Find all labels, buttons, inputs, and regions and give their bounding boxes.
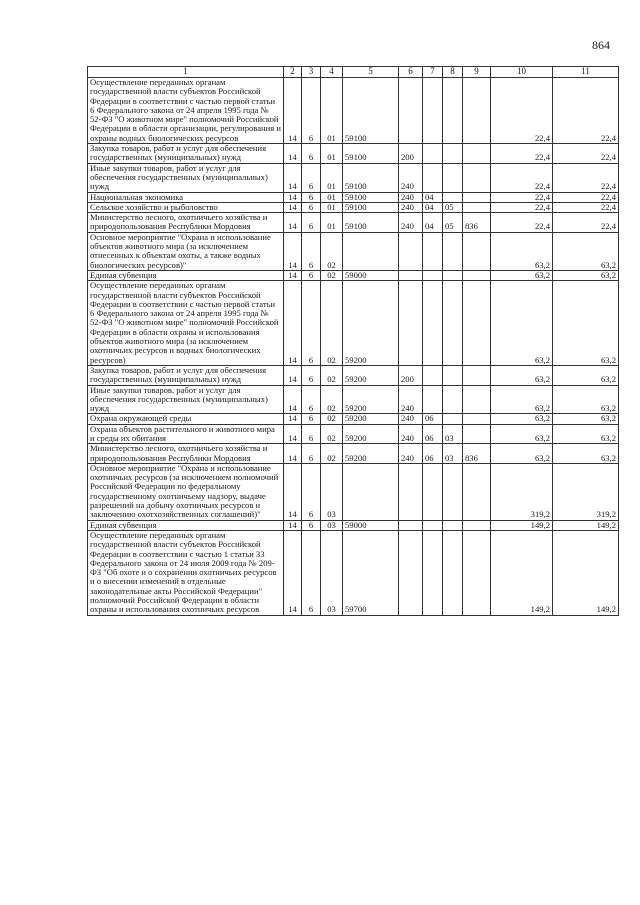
- cell-col8: [443, 463, 463, 520]
- cell-col5: 59200: [343, 385, 399, 414]
- cell-col5: 59100: [343, 202, 399, 212]
- cell-col10: 22,4: [491, 202, 553, 212]
- cell-col11: 22,4: [553, 144, 619, 164]
- cell-col11: 22,4: [553, 163, 619, 192]
- cell-col2: 14: [284, 163, 302, 192]
- cell-col4: 03: [321, 530, 343, 615]
- row-description: Единая субвенция: [88, 520, 284, 530]
- cell-col8: [443, 163, 463, 192]
- row-description: Осуществление переданных органам государственной власти субъектов Российской Федерации в соответствии с частью 1 статьи 33 Федерального закона от 24 июля 2009 года № 209-ФЗ "Об охоте и о сохранении охотничьих ресурсов и о внесении изменений в отдельные законодательные акты Российской Федерации" полномочий Российской Федерации в области охраны и использования охотничьих ресурсов: [88, 530, 284, 615]
- cell-col2: 14: [284, 444, 302, 464]
- cell-col10: 63,2: [491, 424, 553, 444]
- cell-col6: 200: [399, 144, 423, 164]
- cell-col9: [463, 414, 491, 424]
- cell-col11: 22,4: [553, 202, 619, 212]
- cell-col2: 14: [284, 270, 302, 280]
- cell-col2: 14: [284, 192, 302, 202]
- cell-col5: 59100: [343, 213, 399, 233]
- column-header: 5: [343, 67, 399, 78]
- column-header: 8: [443, 67, 463, 78]
- cell-col2: 14: [284, 144, 302, 164]
- row-description: Министерство лесного, охотничьего хозяйства и природопользования Республики Мордовия: [88, 444, 284, 464]
- cell-col7: 04: [423, 192, 443, 202]
- cell-col11: 22,4: [553, 192, 619, 202]
- table-row: [88, 463, 619, 520]
- cell-col3: 6: [302, 281, 321, 366]
- table-row: [88, 78, 619, 144]
- column-header: 6: [399, 67, 423, 78]
- cell-col7: 04: [423, 213, 443, 233]
- cell-col5: 59000: [343, 270, 399, 280]
- cell-col10: 22,4: [491, 163, 553, 192]
- column-header: 11: [553, 67, 619, 78]
- cell-col6: 240: [399, 213, 423, 233]
- cell-col2: 14: [284, 463, 302, 520]
- cell-col2: 14: [284, 520, 302, 530]
- cell-col11: 63,2: [553, 270, 619, 280]
- cell-col8: 05: [443, 202, 463, 212]
- cell-col8: [443, 270, 463, 280]
- cell-col4: 01: [321, 192, 343, 202]
- cell-col4: 03: [321, 520, 343, 530]
- cell-col3: 6: [302, 144, 321, 164]
- cell-col10: 63,2: [491, 365, 553, 385]
- cell-col7: 04: [423, 202, 443, 212]
- cell-col6: 240: [399, 192, 423, 202]
- cell-col2: 14: [284, 232, 302, 270]
- cell-col11: 149,2: [553, 530, 619, 615]
- cell-col4: 03: [321, 463, 343, 520]
- cell-col7: [423, 270, 443, 280]
- row-description: Осуществление переданных органам государственной власти субъектов Российской Федерации в соответствии с частью первой статьи 6 Федерального закона от 24 апреля 1995 года № 52-ФЗ "О животном мире" полномочий Российской Федерации в области организации, регулирования и охраны водных биологических ресурсов: [88, 78, 284, 144]
- row-description: Закупка товаров, работ и услуг для обеспечения государственных (муниципальных) нужд: [88, 365, 284, 385]
- cell-col7: [423, 385, 443, 414]
- column-header: 4: [321, 67, 343, 78]
- cell-col6: [399, 530, 423, 615]
- cell-col3: 6: [302, 444, 321, 464]
- cell-col2: 14: [284, 385, 302, 414]
- cell-col2: 14: [284, 424, 302, 444]
- cell-col10: 149,2: [491, 520, 553, 530]
- cell-col10: 63,2: [491, 232, 553, 270]
- cell-col3: 6: [302, 520, 321, 530]
- cell-col9: [463, 281, 491, 366]
- cell-col6: [399, 270, 423, 280]
- cell-col3: 6: [302, 192, 321, 202]
- cell-col6: [399, 463, 423, 520]
- cell-col2: 14: [284, 78, 302, 144]
- cell-col8: [443, 281, 463, 366]
- cell-col5: 59100: [343, 192, 399, 202]
- cell-col11: 22,4: [553, 78, 619, 144]
- cell-col8: [443, 78, 463, 144]
- cell-col3: 6: [302, 463, 321, 520]
- cell-col6: [399, 520, 423, 530]
- cell-col9: [463, 144, 491, 164]
- cell-col5: 59200: [343, 414, 399, 424]
- column-header: 3: [302, 67, 321, 78]
- cell-col7: 06: [423, 444, 443, 464]
- cell-col8: 03: [443, 444, 463, 464]
- cell-col4: 02: [321, 414, 343, 424]
- cell-col9: [463, 530, 491, 615]
- cell-col8: [443, 192, 463, 202]
- cell-col7: [423, 520, 443, 530]
- cell-col9: [463, 192, 491, 202]
- row-description: Закупка товаров, работ и услуг для обеспечения государственных (муниципальных) нужд: [88, 144, 284, 164]
- cell-col5: [343, 463, 399, 520]
- column-header: 10: [491, 67, 553, 78]
- cell-col8: [443, 365, 463, 385]
- cell-col7: [423, 232, 443, 270]
- row-description: Иные закупки товаров, работ и услуг для обеспечения государственных (муниципальных) нужд: [88, 163, 284, 192]
- table-row: [88, 144, 619, 164]
- cell-col2: 14: [284, 281, 302, 366]
- cell-col3: 6: [302, 232, 321, 270]
- cell-col6: 240: [399, 163, 423, 192]
- cell-col11: 319,2: [553, 463, 619, 520]
- cell-col6: 240: [399, 424, 423, 444]
- cell-col9: [463, 78, 491, 144]
- cell-col7: [423, 281, 443, 366]
- table-row: [88, 202, 619, 212]
- cell-col10: 63,2: [491, 270, 553, 280]
- cell-col3: 6: [302, 385, 321, 414]
- cell-col9: 836: [463, 213, 491, 233]
- cell-col11: 63,2: [553, 414, 619, 424]
- cell-col10: 63,2: [491, 414, 553, 424]
- cell-col2: 14: [284, 213, 302, 233]
- table-row: [88, 163, 619, 192]
- cell-col6: [399, 232, 423, 270]
- cell-col11: 63,2: [553, 444, 619, 464]
- cell-col5: [343, 232, 399, 270]
- cell-col6: 240: [399, 444, 423, 464]
- cell-col4: 02: [321, 270, 343, 280]
- cell-col6: 240: [399, 414, 423, 424]
- cell-col5: 59200: [343, 281, 399, 366]
- cell-col8: [443, 385, 463, 414]
- cell-col8: [443, 520, 463, 530]
- cell-col4: 02: [321, 232, 343, 270]
- cell-col3: 6: [302, 530, 321, 615]
- table-row: [88, 281, 619, 366]
- cell-col11: 63,2: [553, 281, 619, 366]
- cell-col5: 59200: [343, 424, 399, 444]
- cell-col8: [443, 232, 463, 270]
- cell-col4: 02: [321, 365, 343, 385]
- cell-col3: 6: [302, 213, 321, 233]
- cell-col9: [463, 163, 491, 192]
- cell-col9: [463, 202, 491, 212]
- cell-col9: [463, 232, 491, 270]
- cell-col4: 01: [321, 163, 343, 192]
- page-number: 864: [592, 38, 610, 52]
- cell-col9: [463, 365, 491, 385]
- column-header: 2: [284, 67, 302, 78]
- table-row: [88, 213, 619, 233]
- cell-col7: 06: [423, 424, 443, 444]
- cell-col10: 63,2: [491, 281, 553, 366]
- cell-col3: 6: [302, 163, 321, 192]
- table-row: [88, 192, 619, 202]
- cell-col10: 149,2: [491, 530, 553, 615]
- cell-col7: [423, 530, 443, 615]
- cell-col4: 02: [321, 424, 343, 444]
- column-header: 1: [88, 67, 284, 78]
- cell-col4: 01: [321, 78, 343, 144]
- cell-col5: 59000: [343, 520, 399, 530]
- cell-col9: [463, 424, 491, 444]
- cell-col3: 6: [302, 270, 321, 280]
- cell-col3: 6: [302, 78, 321, 144]
- cell-col4: 02: [321, 444, 343, 464]
- cell-col6: 200: [399, 365, 423, 385]
- table-row: [88, 520, 619, 530]
- cell-col4: 02: [321, 385, 343, 414]
- cell-col4: 01: [321, 144, 343, 164]
- cell-col7: [423, 144, 443, 164]
- cell-col2: 14: [284, 365, 302, 385]
- cell-col5: 59100: [343, 78, 399, 144]
- cell-col7: [423, 463, 443, 520]
- cell-col4: 02: [321, 281, 343, 366]
- table-row: [88, 232, 619, 270]
- row-description: Основное мероприятие "Охрана и использование объектов животного мира (за исключением отнесенных к объектам охоты, а также водных биологических ресурсов)": [88, 232, 284, 270]
- cell-col9: [463, 520, 491, 530]
- cell-col3: 6: [302, 414, 321, 424]
- table-row: [88, 530, 619, 615]
- table-row: [88, 270, 619, 280]
- cell-col3: 6: [302, 424, 321, 444]
- table-row: [88, 365, 619, 385]
- table-row: [88, 424, 619, 444]
- column-header: 7: [423, 67, 443, 78]
- row-description: Единая субвенция: [88, 270, 284, 280]
- cell-col4: 01: [321, 202, 343, 212]
- cell-col8: 03: [443, 424, 463, 444]
- cell-col10: 22,4: [491, 78, 553, 144]
- table-header-row: [88, 67, 619, 78]
- cell-col2: 14: [284, 414, 302, 424]
- row-description: Охрана объектов растительного и животного мира и среды их обитания: [88, 424, 284, 444]
- row-description: Министерство лесного, охотничьего хозяйства и природопользования Республики Мордовия: [88, 213, 284, 233]
- cell-col3: 6: [302, 202, 321, 212]
- cell-col11: 63,2: [553, 232, 619, 270]
- cell-col11: 63,2: [553, 385, 619, 414]
- cell-col9: [463, 463, 491, 520]
- cell-col8: 05: [443, 213, 463, 233]
- cell-col10: 22,4: [491, 213, 553, 233]
- row-description: Сельское хозяйство и рыболовство: [88, 202, 284, 212]
- row-description: Основное мероприятие "Охрана и использование охотничьих ресурсов (за исключением полномочий Российской Федерации по федеральному государственному охотничьему надзору, выдаче разрешений на добычу охотничьих ресурсов и заключению охотхозяйственных соглашений)": [88, 463, 284, 520]
- column-header: 9: [463, 67, 491, 78]
- cell-col11: 149,2: [553, 520, 619, 530]
- cell-col3: 6: [302, 365, 321, 385]
- cell-col5: 59200: [343, 444, 399, 464]
- table-row: [88, 385, 619, 414]
- cell-col9: [463, 385, 491, 414]
- cell-col7: [423, 365, 443, 385]
- cell-col7: 06: [423, 414, 443, 424]
- cell-col6: [399, 78, 423, 144]
- cell-col9: [463, 270, 491, 280]
- cell-col10: 63,2: [491, 444, 553, 464]
- row-description: Иные закупки товаров, работ и услуг для обеспечения государственных (муниципальных) нужд: [88, 385, 284, 414]
- table-row: [88, 444, 619, 464]
- cell-col5: 59700: [343, 530, 399, 615]
- cell-col8: [443, 414, 463, 424]
- cell-col8: [443, 144, 463, 164]
- cell-col10: 63,2: [491, 385, 553, 414]
- table-row: [88, 414, 619, 424]
- cell-col2: 14: [284, 202, 302, 212]
- cell-col6: [399, 281, 423, 366]
- cell-col8: [443, 530, 463, 615]
- cell-col2: 14: [284, 530, 302, 615]
- cell-col7: [423, 78, 443, 144]
- cell-col11: 63,2: [553, 424, 619, 444]
- cell-col10: 319,2: [491, 463, 553, 520]
- cell-col11: 63,2: [553, 365, 619, 385]
- cell-col5: 59100: [343, 144, 399, 164]
- row-description: Национальная экономика: [88, 192, 284, 202]
- row-description: Охрана окружающей среды: [88, 414, 284, 424]
- budget-table: [87, 66, 619, 616]
- cell-col10: 22,4: [491, 144, 553, 164]
- cell-col5: 59200: [343, 365, 399, 385]
- row-description: Осуществление переданных органам государственной власти субъектов Российской Федерации в соответствии с частью первой статьи 6 Федерального закона от 24 апреля 1995 года № 52-ФЗ "О животном мире" полномочий Российской Федерации в области охраны и использования объектов животного мира (за исключением охотничьих ресурсов и водных биологических ресурсов): [88, 281, 284, 366]
- cell-col9: 836: [463, 444, 491, 464]
- cell-col11: 22,4: [553, 213, 619, 233]
- cell-col6: 240: [399, 385, 423, 414]
- cell-col10: 22,4: [491, 192, 553, 202]
- cell-col6: 240: [399, 202, 423, 212]
- cell-col4: 01: [321, 213, 343, 233]
- cell-col7: [423, 163, 443, 192]
- cell-col5: 59100: [343, 163, 399, 192]
